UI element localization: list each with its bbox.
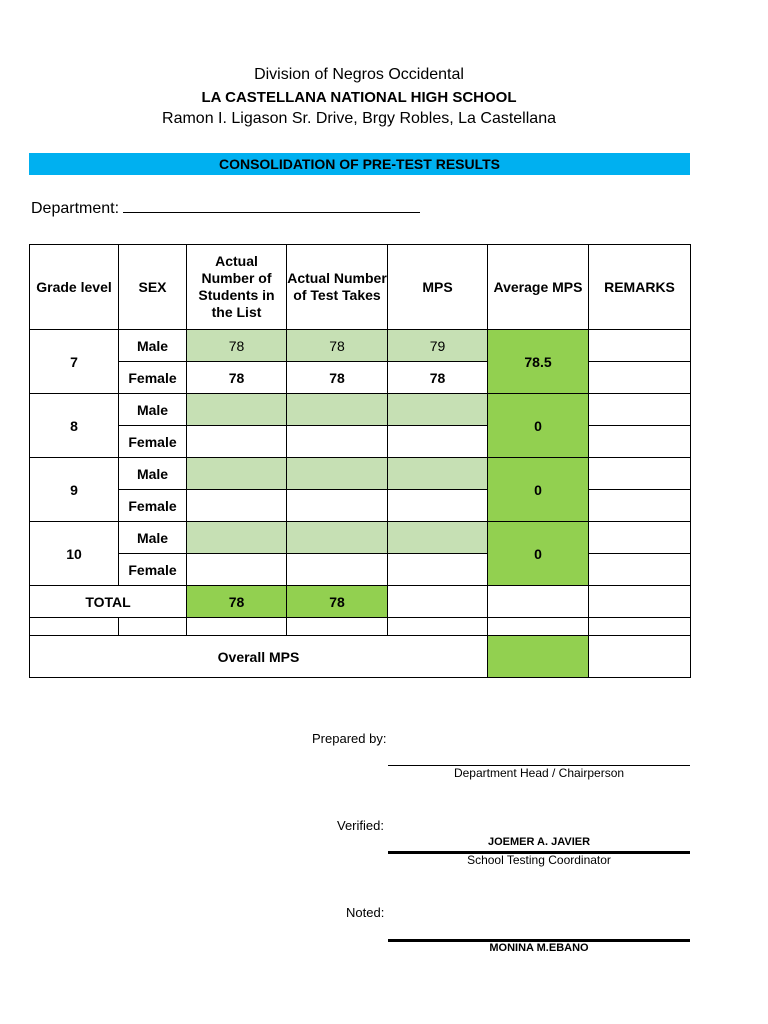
students-cell[interactable] (187, 394, 287, 426)
empty-cell[interactable] (287, 618, 388, 636)
empty-cell[interactable] (119, 618, 187, 636)
table-row (30, 522, 691, 554)
grade-cell: 10 (30, 522, 119, 586)
mps-cell[interactable]: 78 (388, 362, 488, 394)
remarks-cell[interactable] (589, 426, 691, 458)
mps-cell[interactable] (388, 426, 488, 458)
students-cell[interactable] (187, 554, 287, 586)
empty-cell[interactable] (488, 618, 589, 636)
col-header-remarks: REMARKS (589, 245, 691, 330)
takers-cell[interactable] (287, 522, 388, 554)
sex-cell: Male (119, 394, 187, 426)
mps-cell[interactable] (388, 522, 488, 554)
col-header-average-mps: Average MPS (488, 245, 589, 330)
department-row (31, 198, 420, 218)
remarks-cell[interactable] (589, 458, 691, 490)
takers-cell[interactable]: 78 (287, 362, 388, 394)
table-row (30, 490, 691, 522)
sex-cell: Female (119, 362, 187, 394)
table-row (30, 362, 691, 394)
remarks-cell[interactable] (589, 554, 691, 586)
department-blank-line[interactable] (123, 198, 420, 213)
sex-cell: Male (119, 522, 187, 554)
takers-cell[interactable]: 78 (287, 330, 388, 362)
title-banner: CONSOLIDATION OF PRE-TEST RESULTS (29, 153, 690, 175)
table-row (30, 554, 691, 586)
remarks-cell[interactable] (589, 362, 691, 394)
mps-cell[interactable]: 79 (388, 330, 488, 362)
mps-cell[interactable] (388, 458, 488, 490)
mps-cell[interactable] (388, 554, 488, 586)
noted-label: Noted: (346, 905, 385, 920)
table-row (30, 426, 691, 458)
grade-cell: 8 (30, 394, 119, 458)
col-header-mps: MPS (388, 245, 488, 330)
takers-cell[interactable] (287, 458, 388, 490)
prepared-role: Department Head / Chairperson (453, 766, 625, 780)
col-header-students: Actual Number of Students in the List (187, 245, 287, 330)
remarks-cell[interactable] (589, 490, 691, 522)
empty-cell[interactable] (589, 618, 691, 636)
takers-cell[interactable] (287, 554, 388, 586)
overall-remarks-cell[interactable] (589, 636, 691, 678)
table-row (30, 330, 691, 362)
remarks-cell[interactable] (589, 522, 691, 554)
header-row (30, 245, 691, 330)
average-mps-cell: 0 (488, 458, 589, 522)
table-row (30, 394, 691, 426)
school-name: LA CASTELLANA NATIONAL HIGH SCHOOL (201, 89, 517, 106)
students-cell[interactable] (187, 522, 287, 554)
total-remarks-cell[interactable] (589, 586, 691, 618)
overall-row (30, 636, 691, 678)
verified-role: School Testing Coordinator (467, 853, 611, 867)
col-header-grade: Grade level (30, 245, 119, 330)
students-cell[interactable] (187, 426, 287, 458)
students-cell[interactable] (187, 458, 287, 490)
empty-cell[interactable] (30, 618, 119, 636)
results-table (29, 244, 691, 678)
takers-cell[interactable] (287, 490, 388, 522)
total-students-cell: 78 (187, 586, 287, 618)
col-header-sex: SEX (119, 245, 187, 330)
average-mps-cell: 0 (488, 522, 589, 586)
sex-cell: Male (119, 458, 187, 490)
overall-mps-label: Overall MPS (30, 636, 488, 678)
students-cell[interactable]: 78 (187, 330, 287, 362)
mps-cell[interactable] (388, 394, 488, 426)
remarks-cell[interactable] (589, 394, 691, 426)
table-row (30, 458, 691, 490)
mps-cell[interactable] (388, 490, 488, 522)
total-label: TOTAL (30, 586, 187, 618)
prepared-by-label: Prepared by: (312, 731, 387, 746)
students-cell[interactable] (187, 490, 287, 522)
noted-name: MONINA M.EBANO (489, 942, 589, 954)
col-header-takers: Actual Number of Test Takes (287, 245, 388, 330)
verified-name: JOEMER A. JAVIER (487, 836, 591, 848)
school-address: Ramon I. Ligason Sr. Drive, Brgy Robles, La Castellana (162, 110, 556, 127)
remarks-cell[interactable] (589, 330, 691, 362)
average-mps-cell: 78.5 (488, 330, 589, 394)
total-takers-cell: 78 (287, 586, 388, 618)
total-average-cell[interactable] (488, 586, 589, 618)
empty-cell[interactable] (388, 618, 488, 636)
average-mps-cell: 0 (488, 394, 589, 458)
students-cell[interactable]: 78 (187, 362, 287, 394)
division-name: Division of Negros Occidental (254, 66, 464, 83)
grade-cell: 9 (30, 458, 119, 522)
empty-cell[interactable] (187, 618, 287, 636)
spacer-row (30, 618, 691, 636)
sex-cell: Male (119, 330, 187, 362)
takers-cell[interactable] (287, 394, 388, 426)
total-mps-cell[interactable] (388, 586, 488, 618)
sex-cell: Female (119, 554, 187, 586)
sex-cell: Female (119, 426, 187, 458)
sex-cell: Female (119, 490, 187, 522)
overall-mps-value-cell[interactable] (488, 636, 589, 678)
takers-cell[interactable] (287, 426, 388, 458)
grade-cell: 7 (30, 330, 119, 394)
total-row (30, 586, 691, 618)
verified-label: Verified: (337, 818, 384, 833)
department-label: Department: (31, 200, 120, 217)
